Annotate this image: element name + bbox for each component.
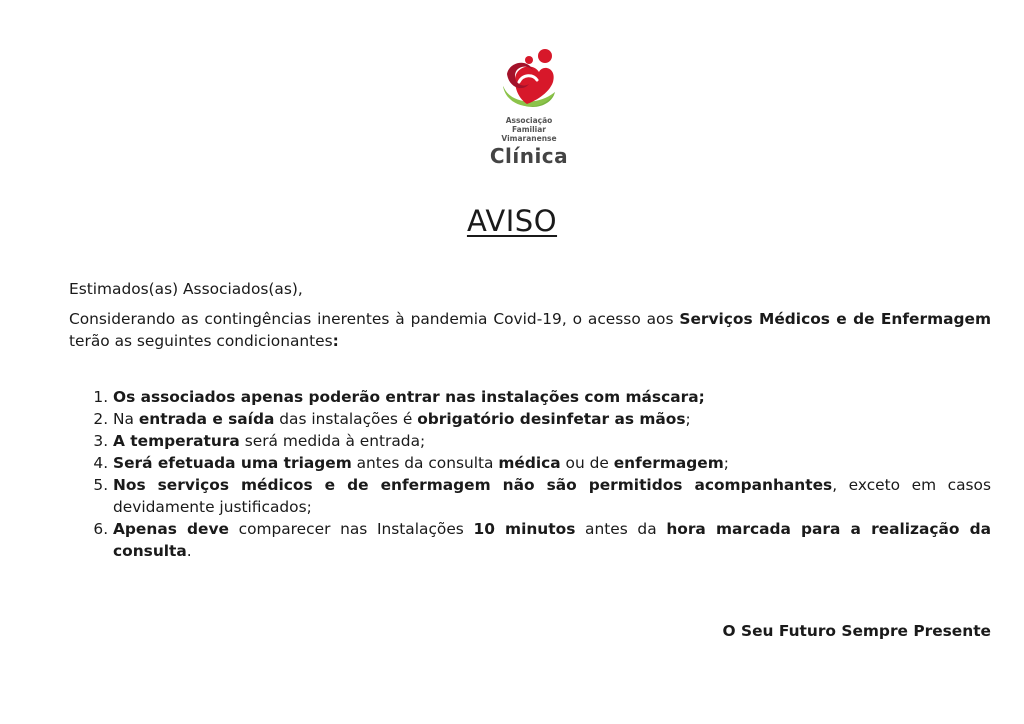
item-bold: Será efetuada uma triagem [113,454,352,472]
intro-paragraph [69,308,991,352]
logo-name: Clínica [489,144,569,168]
greeting: Estimados(as) Associados(as), [69,280,303,298]
item-text: ; [723,454,729,472]
list-item [113,474,991,518]
item-bold: enfermagem [613,454,724,472]
item-text: ou de [560,454,614,472]
item-bold: médica [498,454,561,472]
conditions-list [69,386,991,562]
item-text: Na [113,410,139,428]
list-item [113,408,991,430]
logo-org-line2: Familiar Vimaranense [501,125,557,143]
item-bold: obrigatório desinfetar as mãos [417,410,686,428]
notice-body [69,278,991,562]
list-item [113,430,991,452]
item-bold: hora marcada para a realização da consulta [113,520,992,560]
intro-bold-2: : [332,332,339,350]
intro-text-1: Considerando as contingências inerentes à pandemia Covid-19, o acesso aos [69,310,680,328]
item-bold: Os associados apenas poderão entrar nas instalações com máscara; [113,388,705,406]
item-text: das instalações é [274,410,418,428]
item-text: será medida à entrada; [239,432,426,450]
item-text: antes da consulta [351,454,499,472]
item-bold: Nos serviços médicos e de enfermagem não são permitidos acompanhantes [113,476,833,494]
page-title: AVISO [466,204,558,238]
clinic-logo [484,44,574,184]
item-text: . [186,542,192,560]
item-bold: A temperatura [113,432,240,450]
clinic-logo-icon [493,44,565,116]
item-bold: Apenas deve [113,520,229,538]
item-bold: 10 minutos [473,520,576,538]
item-text: ; [685,410,691,428]
list-item [113,386,991,408]
item-text: comparecer nas Instalações [228,520,474,538]
intro-text-2: terão as seguintes condicionantes [69,332,333,350]
intro-bold-1: Serviços Médicos e de Enfermagem [679,310,991,328]
slogan: O Seu Futuro Sempre Presente [722,622,991,640]
item-bold: entrada e saída [138,410,275,428]
list-item [113,518,991,562]
logo-org-line1: Associação [505,116,553,125]
list-item [113,452,991,474]
item-text: , exceto em casos devidamente justificados; [113,476,991,516]
item-text: antes da [575,520,667,538]
